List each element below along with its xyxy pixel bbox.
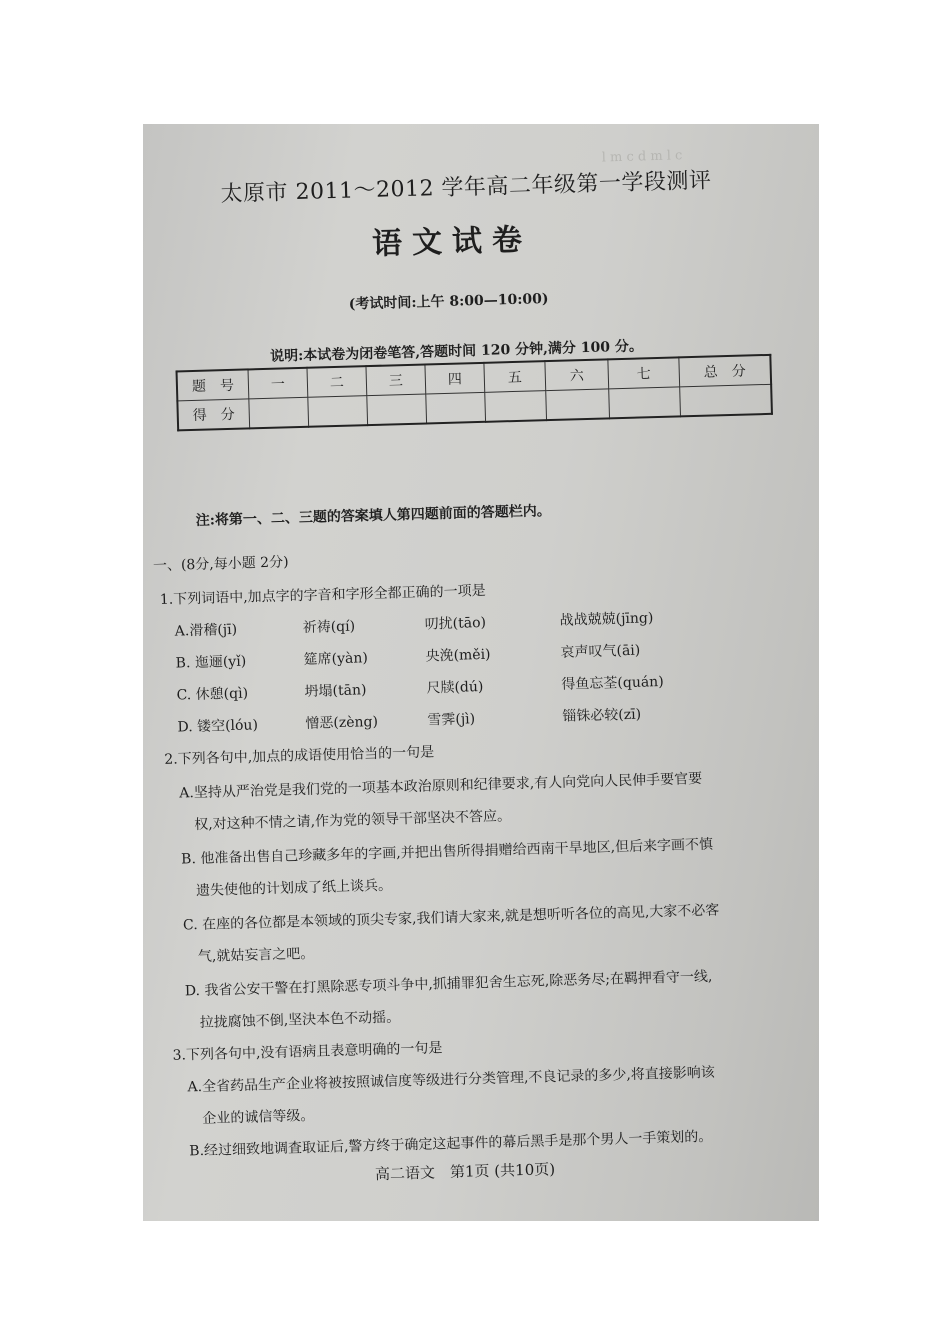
column-header-2: 二 — [307, 366, 367, 397]
q1-option-b-word1: B. 迤逦(yǐ) — [175, 653, 247, 672]
paper-content — [143, 124, 819, 1221]
score-cell[interactable] — [680, 384, 772, 416]
score-cell[interactable] — [249, 397, 309, 428]
q2-option-b-line1: B. 他准备出售自己珍藏多年的字画,并把出售所得捐赠给西南干旱地区,但后来字画不慎 — [180, 836, 714, 868]
page-footer: 高二语文 第1页 (共10页) — [374, 1160, 556, 1184]
q1-option-b-word2: 筵席(yàn) — [303, 650, 369, 668]
q3-option-a-line2: 企业的诚信等级。 — [202, 1107, 315, 1127]
column-header-1: 一 — [248, 368, 308, 399]
score-table — [176, 354, 773, 432]
q2-option-b-line2: 遗失使他的计划成了纸上谈兵。 — [195, 877, 393, 900]
score-cell[interactable] — [367, 394, 427, 425]
column-header-5: 五 — [484, 361, 546, 392]
q3-option-b-line1: B.经过细致地调査取证后,警方终于确定这起事件的幕后黑手是那个男人一手策划的。 — [189, 1128, 713, 1160]
score-cell[interactable] — [426, 392, 486, 423]
q1-option-b-word4: 哀声叹气(āi) — [560, 642, 641, 661]
question-1-stem: 1.下列词语中,加点字的字音和字形全都正确的一项是 — [159, 582, 486, 608]
exam-paper — [143, 124, 819, 1221]
score-cell[interactable] — [485, 391, 547, 422]
q2-option-a-line2: 权,对这种不情之请,作为党的领导干部坚决不答应。 — [193, 808, 512, 834]
row-label-question-number: 题 号 — [177, 369, 249, 400]
q1-option-d-word4: 锱铢必较(zī) — [562, 706, 642, 725]
q1-option-a-word2: 祈祷(qí) — [302, 618, 356, 636]
column-header-6: 六 — [545, 359, 609, 390]
score-cell[interactable] — [609, 387, 681, 418]
section-heading: 一、(8分,每小题 2分) — [152, 554, 289, 575]
q1-option-a-word1: A.滑稽(jī) — [174, 621, 238, 640]
bleed-through-text: ⅼ ⅿ ⅽ ⅾ ⅿ ⅼ ⅽ — [601, 148, 683, 166]
q2-option-d-line2: 拉拢腐蚀不倒,坚決本色不动摇。 — [199, 1009, 401, 1032]
exam-instruction: 说明:本试卷为闭卷笔答,答题时间 120 分钟,满分 100 分。 — [269, 338, 644, 365]
q1-option-c-word3: 尺牍(dú) — [426, 678, 484, 697]
q3-option-a-line1: A.全省药品生产企业将被按照诚信度等级进行分类管理,不良记录的多少,将直接影响该 — [187, 1064, 716, 1096]
q1-option-c-word1: C. 休憩(qì) — [176, 685, 249, 704]
q1-option-a-word4: 战战兢兢(jīng) — [559, 610, 654, 629]
paper-subtitle: 语文试卷 — [371, 222, 533, 262]
q1-option-c-word2: 坍塌(tān) — [304, 682, 367, 700]
column-header-7: 七 — [608, 357, 680, 388]
row-label-score: 得 分 — [177, 399, 249, 430]
q2-option-c-line2: 气,就姑妄言之吧。 — [197, 945, 315, 966]
q1-option-d-word3: 雪霁(jì) — [427, 711, 476, 729]
exam-title: 太原市 2011～2012 学年高二年级第一学段测评 — [220, 168, 712, 208]
question-3-stem: 3.下列各句中,没有语病且表意明确的一句是 — [172, 1040, 443, 1064]
q2-option-d-line1: D. 我省公安干警在打黑除恶专项斗争中,抓捕罪犯舍生忘死,除恶务尽;在羁押看守一线, — [184, 968, 713, 1000]
q1-option-d-word1: D. 镂空(lóu) — [177, 717, 259, 736]
column-header-3: 三 — [366, 364, 426, 395]
q2-option-c-line1: C. 在座的各位都是本领域的顶尖专家,我们请大家来,就是想听听各位的高见,大家不必客 — [182, 902, 720, 934]
q1-option-a-word3: 叨扰(tāo) — [424, 614, 487, 633]
q2-option-a-line1: A.坚持从严治党是我们党的一项基本政治原则和纪律要求,有人向党向人民伸手要官要 — [179, 770, 703, 802]
q1-option-d-word2: 憎恶(zèng) — [305, 713, 379, 732]
question-2-stem: 2.下列各句中,加点的成语使用恰当的一句是 — [164, 744, 435, 768]
column-header-total: 总 分 — [679, 355, 771, 387]
q1-option-b-word3: 央浼(měi) — [425, 646, 491, 665]
score-cell[interactable] — [308, 396, 368, 427]
score-cell[interactable] — [546, 389, 610, 420]
column-header-4: 四 — [425, 363, 485, 394]
answer-note: 注:将第一、二、三题的答案填人第四题前面的答题栏内。 — [195, 503, 551, 529]
exam-time: (考试时间:上午 8:00—10:00) — [348, 291, 549, 313]
q1-option-c-word4: 得鱼忘荃(quán) — [561, 673, 664, 693]
